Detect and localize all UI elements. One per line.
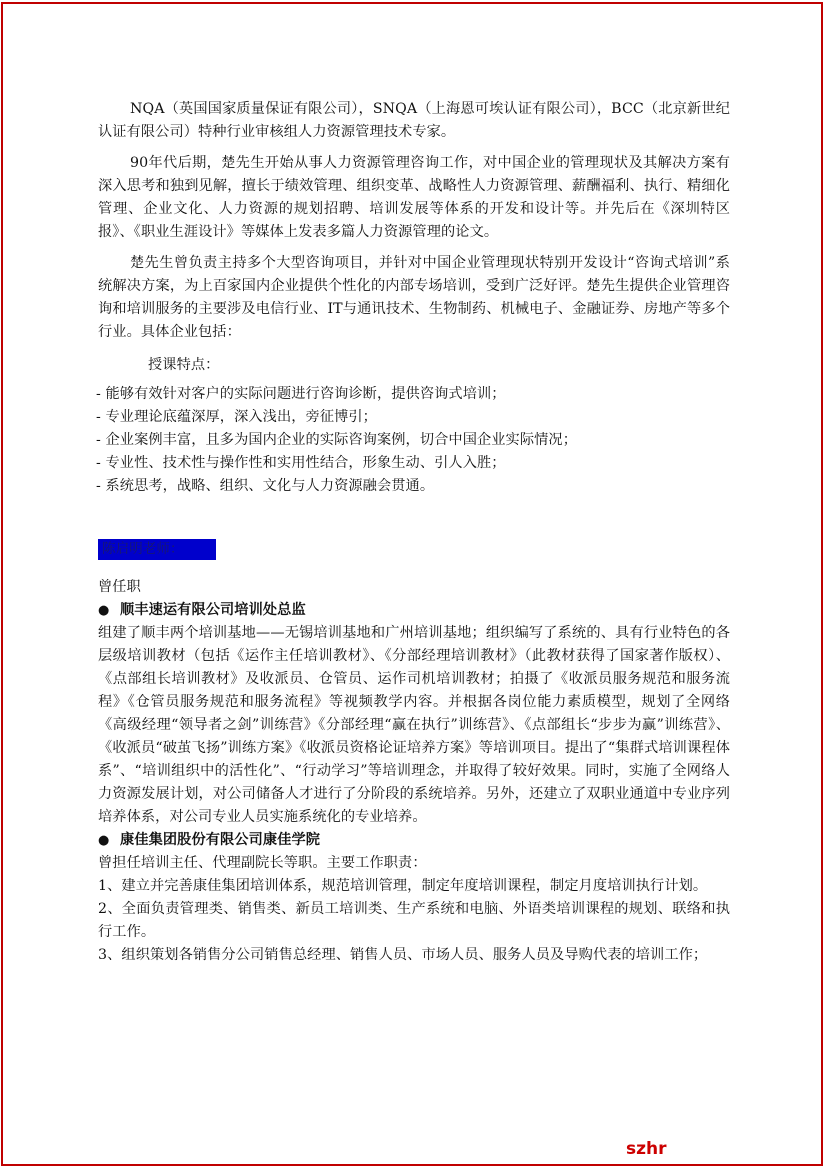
feature-item: - 企业案例丰富，且多为国内企业的实际咨询案例，切合中国企业实际情况； [96, 432, 577, 448]
bullet-icon: ● [98, 833, 110, 848]
job-title: 顺丰速运有限公司培训处总监 [120, 602, 306, 618]
job-line: 1、建立并完善康佳集团培训体系，规范培训管理，制定年度培训课程，制定月度培训执行计划。 [98, 878, 708, 894]
job-description: 组建了顺丰两个培训基地——无锡培训基地和广州培训基地；组织编写了系统的、具有行业特色的各层级培训教材（包括《运作主任培训教材》、《分部经理培训教材》（此教材获得了国家著作版权）、《点部组长培训教材》及收派员、仓管员、运作司机培训教材；拍摄了《收派员服务规范和服务流程》《仓管员服务规范和服务流程》等视频教学内容。并根据各岗位能力素质模型，规划了全网络《高级经理“领导者之剑”训练营》《分部经理“赢在执行”训练营》、《点部组长“步步为赢”训练营》、《收派员“破茧飞扬”训练方案》《收派员资格论证培养方案》等培训项目。提出了“集群式培训课程体系”、“培训组织中的活性化”、“行动学习”等培训理念，并取得了较好效果。同时，实施了全网络人力资源发展计划，对公司储备人才进行了分阶段的系统培养。另外，还建立了双职业通道中专业序列培养体系，对公司专业人员实施系统化的专业培养。 [98, 625, 730, 825]
document-body [98, 98, 730, 967]
features-label: 授课特点： [148, 357, 220, 373]
job-line: 2、全面负责管理类、销售类、新员工培训类、生产系统和电脑、外语类培训课程的规划、联络和执行工作。 [98, 901, 730, 940]
intro-paragraph-1: NQA（英国国家质量保证有限公司），SNQA（上海恩可埃认证有限公司），BCC（北京新世纪认证有限公司）特种行业审核组人力资源管理技术专家。 [98, 101, 730, 140]
job-heading [98, 599, 730, 622]
feature-item: - 系统思考，战略、组织、文化与人力资源融会贯通。 [96, 478, 435, 494]
teacher-name-highlight: 陈启明老师： [98, 539, 216, 560]
footer-mark: szhr [626, 1139, 667, 1159]
feature-item: - 专业理论底蕴深厚，深入浅出，旁征博引； [96, 409, 377, 425]
bullet-icon: ● [98, 603, 110, 618]
intro-paragraph-2: 90年代后期，楚先生开始从事人力资源管理咨询工作，对中国企业的管理现状及其解决方案有深入思考和独到见解，擅长于绩效管理、组织变革、战略性人力资源管理、薪酬福利、执行、精细化管理、企业文化、人力资源的规划招聘、培训发展等体系的开发和设计等。并先后在《深圳特区报》、《职业生涯设计》等媒体上发表多篇人力资源管理的论文。 [98, 155, 730, 240]
feature-item: - 能够有效针对客户的实际问题进行咨询诊断，提供咨询式培训； [96, 386, 506, 402]
job-line: 3、组织策划各销售分公司销售总经理、销售人员、市场人员、服务人员及导购代表的培训工作； [98, 947, 708, 963]
job-line: 曾担任培训主任、代理副院长等职。主要工作职责： [98, 855, 427, 871]
job-heading [98, 829, 730, 852]
former-positions-label: 曾任职 [98, 579, 141, 595]
feature-item: - 专业性、技术性与操作性和实用性结合，形象生动、引人入胜； [96, 455, 506, 471]
job-title: 康佳集团股份有限公司康佳学院 [120, 832, 321, 848]
intro-paragraph-3: 楚先生曾负责主持多个大型咨询项目，并针对中国企业管理现状特别开发设计“咨询式培训”系统解决方案，为上百家国内企业提供个性化的内部专场培训，受到广泛好评。楚先生提供企业管理咨询和培训服务的主要涉及电信行业、IT与通讯技术、生物制药、机械电子、金融证券、房地产等多个行业。具体企业包括： [98, 255, 730, 340]
features-list [98, 383, 730, 498]
